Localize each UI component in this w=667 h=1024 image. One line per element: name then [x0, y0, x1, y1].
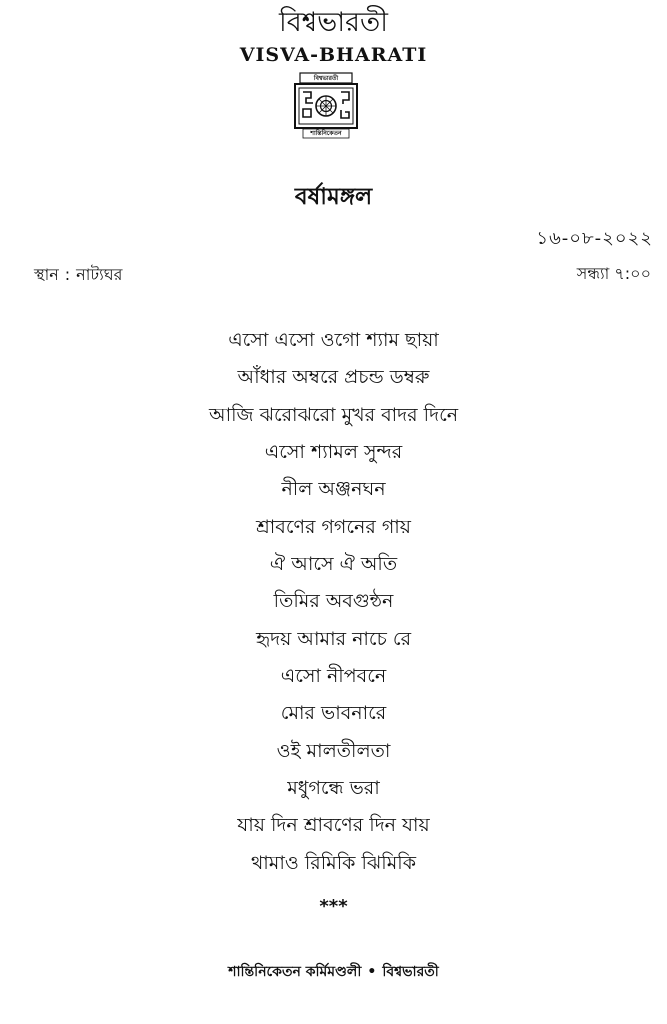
footer-organizer: শান্তিনিকেতন কর্মিমণ্ডলী — [228, 964, 362, 980]
institution-name-bengali: বিশ্বভারতী — [279, 7, 388, 38]
song-item: আঁধার অম্বরে প্রচন্ড ডম্বরু — [237, 366, 430, 389]
institution-name-english: VISVA-BHARATI — [239, 44, 428, 66]
footer-line — [0, 960, 667, 984]
end-mark: *** — [319, 896, 348, 917]
song-item: ঐ আসে ঐ অতি — [269, 553, 398, 576]
song-item: এসো নীপবনে — [280, 665, 387, 688]
song-item: থামাও রিমিকি ঝিমিকি — [250, 851, 417, 874]
song-item: এসো শ্যামল সুন্দর — [264, 441, 403, 464]
footer-institution: বিশ্বভারতী — [382, 964, 439, 980]
song-item: আজি ঝরোঝরো মুখর বাদর দিনে — [208, 403, 459, 426]
song-item: এসো এসো ওগো শ্যাম ছায়া — [228, 329, 439, 351]
event-date: ১৬-০৮-২০২২ — [536, 228, 653, 249]
seal-top-text: বিশ্বভারতী — [313, 75, 339, 82]
song-item: যায় দিন শ্রাবণের দিন যায় — [237, 814, 430, 837]
event-title: বর্ষামঙ্গল — [294, 184, 373, 210]
venue-separator: : — [64, 265, 71, 284]
footer-bullet: • — [367, 964, 377, 980]
visva-bharati-seal-logo — [291, 69, 361, 141]
seal-bottom-text: শান্তিনিকেতন — [310, 130, 342, 137]
song-item: হৃদয় আমার নাচে রে — [255, 627, 412, 650]
song-item: তিমির অবগুন্ঠন — [273, 590, 394, 613]
song-item: মধুগন্ধে ভরা — [287, 777, 380, 800]
song-item: নীল অঞ্জনঘন — [281, 478, 386, 501]
event-time: সন্ধ্যা ৭:০০ — [576, 264, 651, 283]
venue-name: নাট্যঘর — [76, 265, 123, 284]
song-item: মোর ভাবনারে — [280, 702, 387, 725]
venue-line — [34, 262, 122, 289]
song-item: ওই মালতীলতা — [276, 739, 391, 762]
song-item: শ্রাবণের গগনের গায় — [255, 515, 412, 538]
venue-label: স্থান — [34, 265, 59, 284]
song-list — [0, 322, 667, 882]
